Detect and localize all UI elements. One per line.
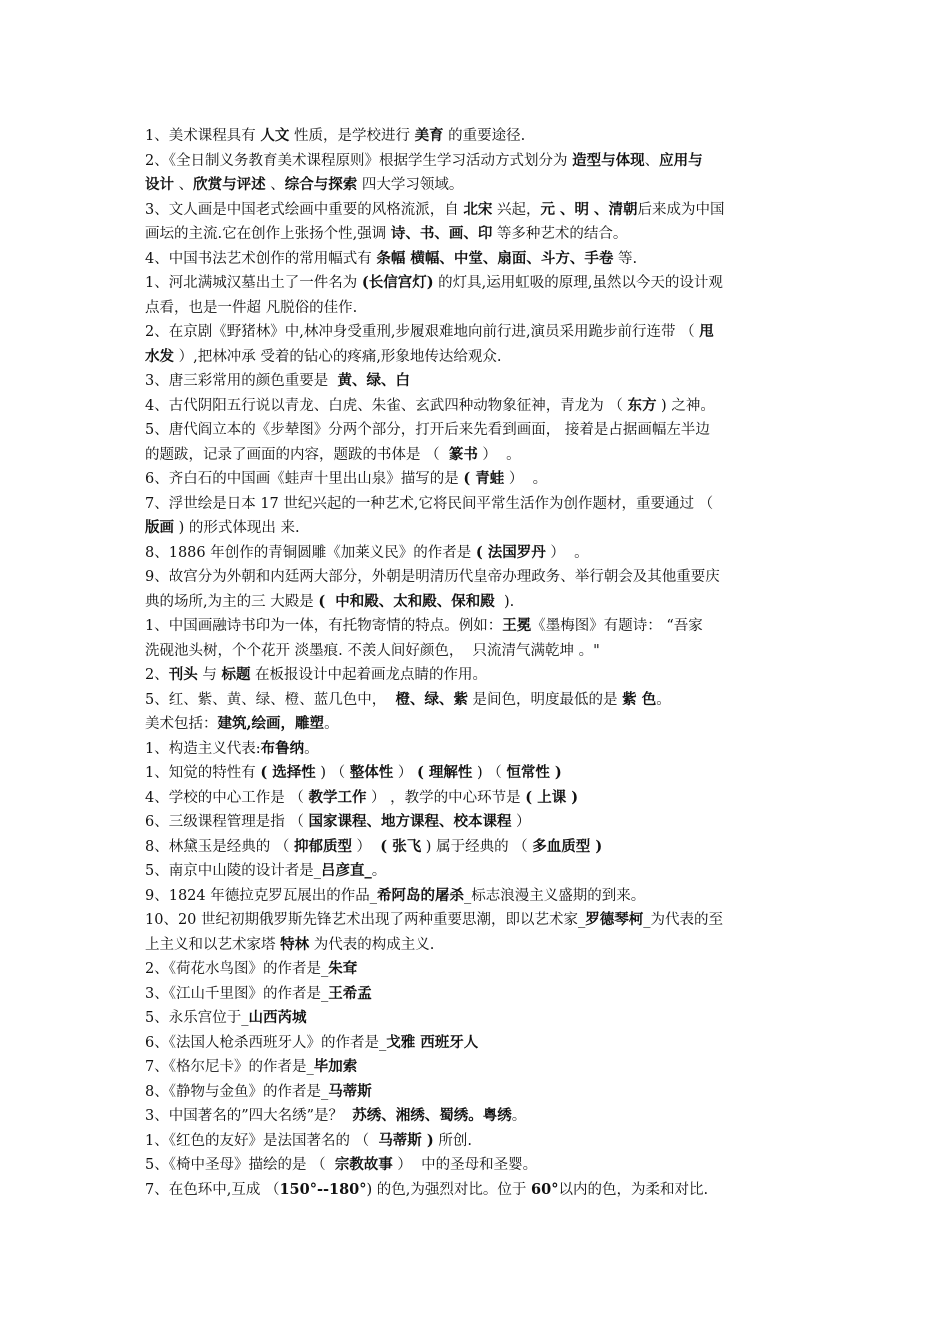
bold-answer-text: 马蒂斯 — [328, 1082, 372, 1100]
plain-text: ) 的形式体现出 来. — [174, 520, 300, 536]
bold-answer-text: 整体性 — [349, 764, 394, 781]
plain-text: 7、浮世绘是日本 17 世纪兴起的一种艺术,它将民间平常生活作为创作题材，重要通过 （ — [145, 495, 714, 512]
plain-text: ) 属于经典的 （ — [421, 838, 533, 855]
text-line — [145, 590, 810, 615]
plain-text: 9、1824 年德拉克罗瓦展出的作品_ — [145, 887, 377, 904]
plain-text: ） — [351, 838, 381, 855]
bold-answer-text: 美育 — [414, 127, 444, 144]
text-line — [145, 247, 810, 272]
text-line — [145, 1031, 810, 1056]
bold-answer-text: 多血质型 ) — [532, 837, 603, 855]
text-line — [145, 271, 810, 296]
bold-answer-text: 欣赏与评述 — [193, 176, 266, 193]
plain-text: 4、学校的中心工作是 （ — [145, 789, 309, 806]
text-line — [145, 1006, 810, 1031]
plain-text: ） 。 — [504, 471, 548, 487]
plain-text: ) （ — [315, 765, 350, 781]
bold-answer-text: 甩 — [699, 323, 714, 340]
text-line — [145, 1178, 810, 1203]
plain-text: 6、《法国人枪杀西班牙人》的作者是_ — [145, 1034, 387, 1051]
plain-text: 5、永乐宫位于_ — [145, 1010, 249, 1026]
bold-answer-text: 黄、绿、白 — [337, 372, 410, 389]
plain-text: 。 — [304, 740, 319, 757]
plain-text: 3、《江山千里图》的作者是_ — [145, 985, 329, 1002]
bold-answer-text: 戈雅 西班牙人 — [386, 1033, 479, 1051]
plain-text: 1、构造主义代表: — [145, 740, 261, 757]
bold-answer-text: ( 中和殿、太和殿、保和殿 — [318, 592, 495, 610]
plain-text: 。 — [511, 1108, 527, 1124]
plain-text: ） 中的圣母和圣婴。 — [392, 1157, 538, 1173]
bold-answer-text: 布鲁纳 — [260, 739, 305, 757]
bold-answer-text: 标题 — [221, 666, 251, 683]
bold-answer-text: 人文 — [260, 127, 290, 144]
bold-answer-text: 综合与探索 — [284, 176, 358, 193]
text-line — [145, 492, 810, 517]
plain-text: 5、红、紫、黄、绿、橙、蓝几色中， — [145, 691, 396, 708]
bold-answer-text: 希阿岛的屠杀 — [377, 886, 464, 904]
text-line — [145, 835, 810, 860]
plain-text: 是间色，明度最低的是 — [467, 691, 623, 708]
text-line — [145, 982, 810, 1007]
text-line — [145, 394, 810, 419]
plain-text: 8、林黛玉是经典的 （ — [145, 838, 294, 855]
text-line — [145, 320, 810, 345]
text-line — [145, 688, 810, 713]
plain-text: ) （ — [472, 765, 507, 781]
text-line — [145, 639, 810, 664]
bold-answer-text: 朱耷 — [328, 960, 358, 977]
bold-answer-text: 王冕 — [502, 617, 532, 634]
text-line — [145, 516, 810, 541]
bold-answer-text: 北宋 — [463, 200, 493, 218]
text-line — [145, 1129, 810, 1154]
text-line — [145, 737, 810, 762]
text-line — [145, 908, 810, 933]
text-line — [145, 296, 810, 321]
plain-text: 1、中国画融诗书印为一体，有托物寄情的特点。例如： — [145, 618, 503, 634]
text-line — [145, 418, 810, 443]
plain-text: ) 之神。 — [656, 397, 715, 414]
bold-answer-text: 篆书 — [448, 445, 478, 463]
plain-text: ) 的色,为强烈对比。位于 — [366, 1181, 532, 1198]
text-line — [145, 1153, 810, 1178]
plain-text: 美术包括： — [145, 716, 218, 732]
plain-text: ） 。 — [477, 446, 521, 463]
bold-answer-text: 宗教故事 — [334, 1156, 393, 1173]
plain-text: 2、在京剧《野猪林》中,林冲身受重刑,步履艰难地向前行进,演员采用跪步前行连带 （ — [145, 324, 700, 340]
text-line — [145, 149, 810, 174]
plain-text: 。 — [371, 863, 387, 879]
text-line — [145, 1055, 810, 1080]
plain-text: 4、中国书法艺术创作的常用幅式有 — [145, 250, 377, 267]
plain-text: 7、在色环中,互成 （ — [145, 1181, 280, 1198]
bold-answer-text: 版画 — [145, 519, 174, 536]
plain-text: 。 — [324, 716, 339, 732]
plain-text: 5、南京中山陵的设计者是_ — [145, 863, 321, 879]
bold-answer-text: 山西芮城 — [248, 1009, 307, 1026]
plain-text: _标志浪漫主义盛期的到来。 — [464, 887, 646, 904]
bold-answer-text: 造型与体现 — [572, 151, 645, 169]
text-line — [145, 933, 810, 958]
bold-answer-text: 教学工作 — [308, 788, 367, 806]
text-line — [145, 1104, 810, 1129]
plain-text: 1、《红色的友好》是法国著名的 （ — [145, 1132, 379, 1149]
bold-answer-text: 恒常性 ) — [506, 764, 562, 781]
plain-text: 1、河北满城汉墓出土了一件名为 — [145, 275, 362, 291]
plain-text: 的题跋，记录了画面的内容，题跋的书体是 （ — [145, 446, 449, 463]
plain-text: 四大学习领域。 — [357, 177, 464, 193]
bold-answer-text: 元 、明 、清朝 — [540, 200, 638, 218]
text-line — [145, 761, 810, 786]
plain-text: ）,把林冲承 受着的钻心的疼痛,形象地传达给观众. — [174, 348, 502, 365]
plain-text: 4、古代阴阳五行说以青龙、白虎、朱雀、玄武四种动物象征神，青龙为 （ — [145, 397, 628, 414]
bold-answer-text: 60° — [531, 1180, 559, 1198]
text-line — [145, 859, 810, 884]
plain-text: 。 — [656, 691, 671, 708]
bold-answer-text: 特林 — [280, 935, 310, 953]
bold-answer-text: 橙、绿、紫 — [395, 690, 468, 708]
bold-answer-text: ( 选择性 — [260, 764, 316, 781]
bold-answer-text: 罗德琴柯 — [585, 911, 644, 928]
plain-text: 10、20 世纪初期俄罗斯先锋艺术出现了两种重要思潮，即以艺术家_ — [145, 912, 586, 928]
bold-answer-text: 国家课程、地方课程、校本课程 — [308, 813, 512, 830]
bold-answer-text: 王希孟 — [328, 984, 372, 1002]
plain-text: 与 — [197, 667, 222, 683]
plain-text: ） — [511, 814, 531, 830]
plain-text: 等多种艺术的结合。 — [492, 226, 628, 242]
text-line — [145, 614, 810, 639]
plain-text: ） 。 — [545, 544, 589, 561]
plain-text: 1、知觉的特性有 — [145, 765, 261, 781]
plain-text: 点看，也是一件超 凡脱俗的佳作. — [145, 299, 358, 316]
plain-text: 、 — [644, 152, 660, 169]
bold-answer-text: 建筑,绘画，雕塑 — [217, 715, 325, 732]
text-line — [145, 467, 810, 492]
bold-answer-text: ( 青蛙 — [463, 470, 505, 487]
plain-text: 洗砚池头树，个个花开 淡墨痕. 不羡人间好颜色， 只流清气满乾坤 。" — [145, 642, 600, 659]
plain-text: 2、《全日制义务教育美术课程原则》根据学生学习活动方式划分为 — [145, 152, 573, 169]
bold-answer-text: (长信宫灯) — [361, 274, 434, 291]
plain-text: 9、故宫分为外朝和内廷两大部分，外朝是明清历代皇帝办理政务、举行朝会及其他重要庆 — [145, 569, 720, 585]
text-line — [145, 345, 810, 370]
text-line — [145, 712, 810, 737]
plain-text: 、 — [265, 177, 285, 193]
plain-text: 兴起， — [492, 201, 541, 218]
text-line — [145, 173, 810, 198]
text-line — [145, 810, 810, 835]
plain-text: 6、三级课程管理是指 （ — [145, 814, 309, 830]
plain-text: 画坛的主流.它在创作上张扬个性,强调 — [145, 226, 391, 242]
text-line — [145, 124, 810, 149]
bold-answer-text: 水发 — [145, 347, 174, 365]
plain-text: 8、1886 年创作的青铜圆雕《加莱义民》的作者是 — [145, 544, 476, 561]
bold-answer-text: 苏绣、湘绣、蜀绣。粤绣 — [352, 1107, 512, 1124]
bold-answer-text: 东方 — [627, 396, 657, 414]
text-line — [145, 541, 810, 566]
bold-answer-text: ( 上课 ) — [525, 788, 579, 806]
bold-answer-text: 条幅 横幅、中堂、扇面、斗方、手卷 — [376, 249, 614, 267]
bold-answer-text: 刊头 — [168, 666, 198, 683]
text-line — [145, 369, 810, 394]
text-line — [145, 222, 810, 247]
plain-text: 等. — [613, 250, 638, 267]
bold-answer-text: 毕加索 — [313, 1058, 358, 1075]
text-line — [145, 884, 810, 909]
bold-answer-text: 马蒂斯 ) — [378, 1131, 434, 1149]
bold-answer-text: ( 法国罗丹 — [475, 543, 546, 561]
plain-text: 5、《椅中圣母》描绘的是 （ — [145, 1157, 335, 1173]
text-line — [145, 565, 810, 590]
plain-text: 上主义和以艺术家塔 — [145, 936, 281, 953]
plain-text: 的灯具,运用虹吸的原理,虽然以今天的设计观 — [433, 275, 723, 291]
plain-text: 在板报设计中起着画龙点睛的作用。 — [250, 667, 488, 683]
plain-text: 典的场所,为主的三 大殿是 — [145, 593, 319, 610]
bold-answer-text: ( 理解性 — [416, 764, 473, 781]
plain-text: _为代表的至 — [643, 912, 724, 928]
bold-answer-text: 吕彦直_ — [320, 862, 372, 879]
plain-text: 1、美术课程具有 — [145, 128, 261, 144]
plain-text: 2、 — [145, 667, 169, 683]
plain-text: 后来成为中国 — [637, 201, 725, 218]
plain-text: 为代表的构成主义. — [309, 936, 435, 953]
plain-text: 《墨梅图》有题诗： “吾家 — [531, 618, 703, 634]
text-line — [145, 663, 810, 688]
text-line — [145, 198, 810, 223]
plain-text: 、 — [174, 177, 194, 193]
document-page — [145, 124, 810, 1202]
bold-answer-text: 150°--180° — [279, 1180, 367, 1198]
plain-text: ). — [494, 593, 515, 610]
bold-answer-text: 抑郁质型 — [293, 837, 352, 855]
plain-text: ） — [393, 765, 417, 781]
plain-text: 5、唐代阎立本的《步辇图》分两个部分，打开后来先看到画面， 接着是占据画幅左半边 — [145, 422, 710, 438]
text-line — [145, 957, 810, 982]
plain-text: 3、中国著名的”四大名绣”是？ — [145, 1108, 353, 1124]
text-line — [145, 1080, 810, 1105]
bold-answer-text: 紫 色 — [622, 690, 657, 708]
plain-text: 的重要途径. — [443, 128, 526, 144]
plain-text: 6、齐白石的中国画《蛙声十里出山泉》描写的是 — [145, 471, 464, 487]
bold-answer-text: 设计 — [145, 176, 174, 193]
plain-text: 8、《静物与金鱼》的作者是_ — [145, 1083, 329, 1100]
bold-answer-text: 诗、书、画、印 — [390, 225, 493, 242]
plain-text: 3、唐三彩常用的颜色重要是 — [145, 373, 338, 389]
plain-text: ） ，教学的中心环节是 — [366, 789, 526, 806]
bold-answer-text: 应用与 — [659, 151, 703, 169]
plain-text: 3、文人画是中国老式绘画中重要的风格流派，自 — [145, 201, 464, 218]
text-line — [145, 443, 810, 468]
text-line — [145, 786, 810, 811]
plain-text: 2、《荷花水鸟图》的作者是_ — [145, 961, 329, 977]
bold-answer-text: ( 张飞 — [380, 837, 422, 855]
plain-text: 所创. — [433, 1132, 472, 1149]
plain-text: 以内的色，为柔和对比. — [558, 1181, 709, 1198]
plain-text: 性质，是学校进行 — [289, 128, 415, 144]
plain-text: 7、《格尔尼卡》的作者是_ — [145, 1059, 314, 1075]
